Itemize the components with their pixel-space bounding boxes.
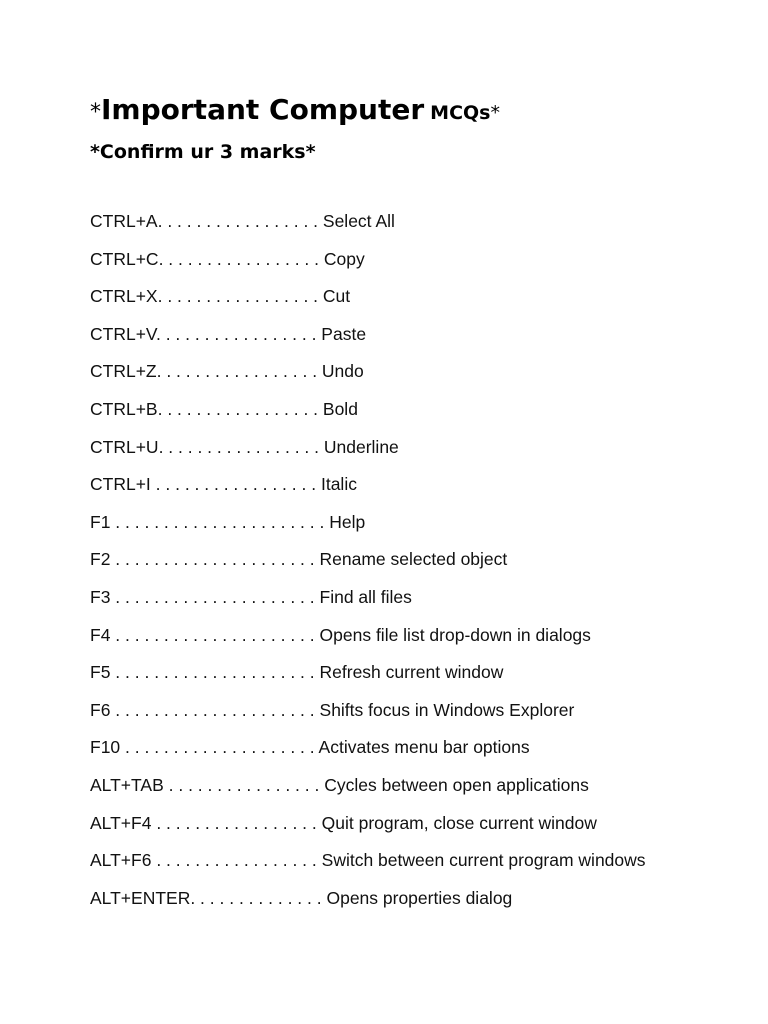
shortcut-key: ALT+F4 (90, 812, 152, 833)
page-subtitle: *Confirm ur 3 marks* (90, 141, 316, 163)
shortcut-action: Switch between current program windows (321, 850, 646, 871)
shortcut-key: CTRL+B (90, 398, 158, 419)
title-main: Important Computer (101, 93, 425, 126)
shortcut-list (90, 208, 646, 922)
shortcut-key: F3 (90, 586, 111, 607)
shortcut-key: F10 (90, 737, 121, 758)
shortcut-item (90, 358, 646, 396)
dot-leader: . . . . . . . . . . . . . . . . . (157, 211, 323, 231)
shortcut-item (90, 283, 646, 321)
shortcut-action: Refresh current window (319, 662, 504, 683)
dot-leader: . . . . . . . . . . . . . . . . . (158, 248, 324, 269)
shortcut-item (90, 885, 646, 923)
shortcut-key: CTRL+I (90, 474, 151, 495)
shortcut-action: Cycles between open applications (324, 774, 589, 795)
dot-leader: . . . . . . . . . . . . . . . . . (151, 850, 322, 871)
title-star-open: * (90, 100, 101, 125)
shortcut-item (90, 396, 646, 434)
shortcut-key: F5 (90, 662, 111, 683)
shortcut-key: F4 (90, 624, 111, 645)
shortcut-key: F6 (90, 699, 111, 720)
shortcut-item (90, 321, 646, 359)
shortcut-item (90, 697, 646, 735)
dot-leader: . . . . . . . . . . . . . . . . . . . . . . (110, 511, 330, 532)
shortcut-item (90, 509, 646, 547)
shortcut-action: Select All (322, 211, 395, 231)
shortcut-key: CTRL+C (90, 248, 159, 269)
shortcut-item (90, 434, 646, 472)
shortcut-item (90, 471, 646, 509)
dot-leader: . . . . . . . . . . . . . . . . . (158, 436, 324, 457)
shortcut-action: Opens properties dialog (326, 887, 513, 908)
shortcut-key: F2 (90, 549, 111, 570)
shortcut-action: Undo (321, 361, 364, 382)
shortcut-key: CTRL+Z (90, 361, 157, 382)
dot-leader: . . . . . . . . . . . . . . . . . (156, 361, 322, 382)
shortcut-item (90, 622, 646, 660)
shortcut-action: Copy (323, 248, 365, 269)
shortcut-key: ALT+F6 (90, 850, 152, 871)
shortcut-action: Underline (323, 436, 399, 457)
shortcut-item (90, 772, 646, 810)
dot-leader: . . . . . . . . . . . . . . . . . . . . . (110, 586, 320, 607)
shortcut-item (90, 546, 646, 584)
dot-leader: . . . . . . . . . . . . . . . . . (157, 286, 323, 307)
dot-leader: . . . . . . . . . . . . . . (190, 887, 327, 908)
shortcut-key: ALT+ENTER (90, 887, 191, 908)
shortcut-item (90, 847, 646, 885)
dot-leader: . . . . . . . . . . . . . . . . . . . . . (110, 699, 320, 720)
shortcut-action: Italic (320, 474, 357, 495)
shortcut-action: Cut (322, 286, 351, 307)
dot-leader: . . . . . . . . . . . . . . . . . (155, 323, 322, 344)
shortcut-key: CTRL+V (90, 323, 156, 344)
shortcut-action: Bold (322, 398, 358, 419)
shortcut-key: CTRL+A (90, 211, 158, 231)
shortcut-action: Rename selected object (319, 549, 508, 570)
shortcut-action: Activates menu bar options (318, 737, 530, 758)
shortcut-key: F1 (90, 511, 111, 532)
shortcut-key: CTRL+U (90, 436, 159, 457)
shortcut-action: Opens file list drop-down in dialogs (319, 624, 591, 645)
shortcut-action: Help (329, 511, 366, 532)
shortcut-key: ALT+TAB (90, 774, 164, 795)
title-suffix: MCQs (430, 102, 491, 124)
dot-leader: . . . . . . . . . . . . . . . . . . . . . (110, 549, 320, 570)
shortcut-item (90, 810, 646, 848)
dot-leader: . . . . . . . . . . . . . . . . . (157, 398, 323, 419)
shortcut-item (90, 659, 646, 697)
dot-leader: . . . . . . . . . . . . . . . . (163, 774, 325, 795)
shortcut-action: Quit program, close current window (321, 812, 597, 833)
title-star-close: * (490, 102, 500, 124)
shortcut-item (90, 584, 646, 622)
shortcut-item (90, 246, 646, 284)
dot-leader: . . . . . . . . . . . . . . . . . . . . . (110, 624, 320, 645)
dot-leader: . . . . . . . . . . . . . . . . . . . . . (110, 662, 320, 683)
shortcut-action: Find all files (319, 586, 412, 607)
shortcut-action: Shifts focus in Windows Explorer (319, 699, 575, 720)
shortcut-key: CTRL+X (90, 286, 158, 307)
dot-leader: . . . . . . . . . . . . . . . . . (151, 812, 322, 833)
shortcut-item (90, 734, 646, 772)
shortcut-action: Paste (321, 323, 367, 344)
dot-leader: . . . . . . . . . . . . . . . . . . . . (120, 737, 319, 758)
page-title (90, 92, 500, 124)
dot-leader: . . . . . . . . . . . . . . . . . (150, 474, 321, 495)
shortcut-item (90, 208, 646, 246)
